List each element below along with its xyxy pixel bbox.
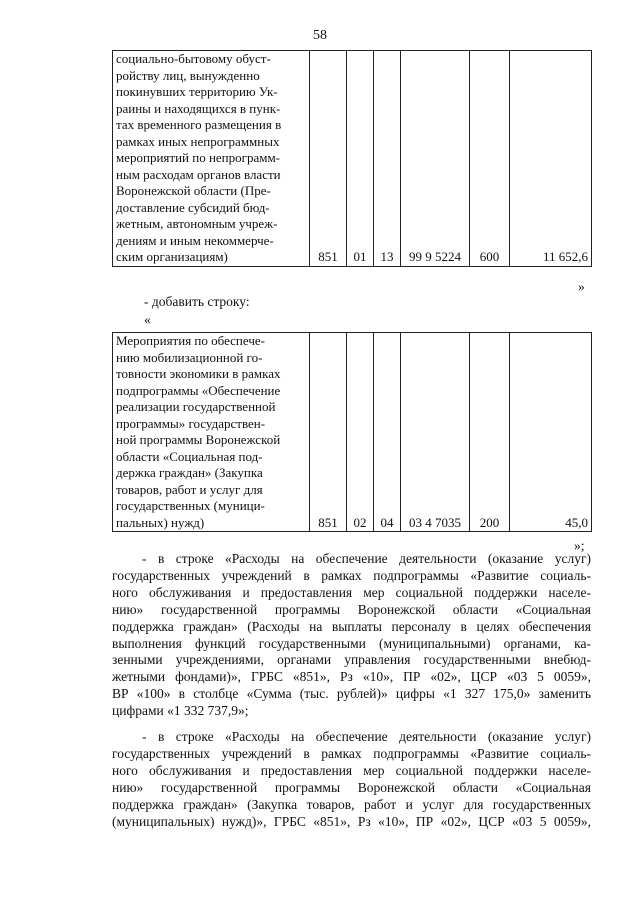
amount-cell: 11 652,6 [510,51,592,267]
description-line: Воронежской области (Пре- [116,183,271,198]
row-description [113,333,310,532]
description-line: программы» государствен- [116,415,266,431]
description-line: товности экономики в рамках [116,366,281,381]
description-line: покинувших территорию Ук- [116,84,278,99]
description-line: социально-бытовому обуст- [116,51,271,66]
description-line: товаров, работ и услуг для [116,481,263,497]
csr-cell: 03 4 7035 [401,333,470,532]
description-line: области «Социальная под- [116,448,263,464]
row-description [113,51,310,267]
description-line: ским организациям) [116,249,228,264]
closing-quote: »; [574,538,585,553]
description-line: держка граждан» (Закупка [116,465,263,480]
vr-cell: 200 [470,333,510,532]
grbs-cell: 851 [310,51,347,267]
description-line: ной программы Воронежской [116,432,281,447]
paragraph-line: государственных учреждений в рамках подпрограммы «Развитие социаль- [112,567,591,583]
paragraph-line: поддержка граждан» (Закупка товаров, работ и услуг для государственных [112,796,591,812]
description-line: раины и находящихся в пунк- [116,100,281,116]
paragraph-line: - в строке «Расходы на обеспечение деятельности (оказание услуг) [142,729,591,744]
description-line: Мероприятия по обеспече- [116,333,265,348]
rz-cell: 02 [347,333,374,532]
paragraph-line: жетными фондами)», ГРБС «851», Рз «10», ПР «02», ЦСР «03 5 0059», [112,669,591,685]
csr-cell: 99 9 5224 [401,51,470,267]
description-line: доставление субсидий бюд- [116,199,270,215]
paragraph-line: зенными учреждениями, органами управления государственными внебюд- [112,652,591,668]
description-line: мероприятий по непрограмм- [116,150,281,165]
paragraph-line: поддержка граждан» (Расходы на выплаты персоналу в целях обеспечения [112,618,591,634]
pr-cell: 04 [374,333,401,532]
description-line: дениям и иным некоммерче- [116,232,274,248]
pr-cell: 13 [374,51,401,267]
grbs-cell: 851 [310,333,347,532]
description-line: нию мобилизационной го- [116,349,263,365]
amendment-paragraph-1 [112,551,591,720]
paragraph-line: государственных учреждений в рамках подпрограммы «Развитие социаль- [112,745,591,761]
description-line: жетным, автономным учреж- [116,216,278,231]
description-line: государственных (муници- [116,498,265,513]
description-line: ным расходам органов власти [116,166,281,182]
opening-quote: « [144,312,151,327]
paragraph-line: ного обслуживания и предоставления мер социальной поддержки населе- [112,762,591,778]
paragraph-line: (муниципальных) нужд)», ГРБС «851», Рз «10», ПР «02», ЦСР «03 5 0059», [112,813,591,829]
rz-cell: 01 [347,51,374,267]
description-line: рамках иных непрограммных [116,133,280,149]
description-line: тах временного размещения в [116,117,282,132]
closing-quote: » [578,279,585,294]
paragraph-line: - в строке «Расходы на обеспечение деятельности (оказание услуг) [142,551,591,566]
paragraph-line: нию» государственной программы Воронежской области «Социальная [112,601,591,617]
description-line: подпрограммы «Обеспечение [116,382,281,398]
page-number: 58 [313,28,327,43]
budget-table-1 [112,50,592,267]
description-line: пальных) нужд) [116,514,205,530]
amount-cell: 45,0 [510,333,592,532]
description-line: реализации государственной [116,399,276,414]
paragraph-line: ного обслуживания и предоставления мер социальной поддержки населе- [112,584,591,600]
description-line: ройству лиц, вынужденно [116,67,260,83]
budget-table-2 [112,332,592,532]
paragraph-line: ВР «100» в столбце «Сумма (тыс. рублей)» цифры «1 327 175,0» заменить [112,686,591,702]
add-row-instruction: - добавить строку: [144,294,250,309]
table-row [113,51,592,267]
paragraph-line: цифрами «1 332 737,9»; [112,703,249,719]
paragraph-line: выполнения функций государственными (муниципальными) органами, ка- [112,635,591,651]
amendment-paragraph-2 [112,729,591,830]
table-row [113,333,592,532]
vr-cell: 600 [470,51,510,267]
paragraph-line: нию» государственной программы Воронежской области «Социальная [112,779,591,795]
